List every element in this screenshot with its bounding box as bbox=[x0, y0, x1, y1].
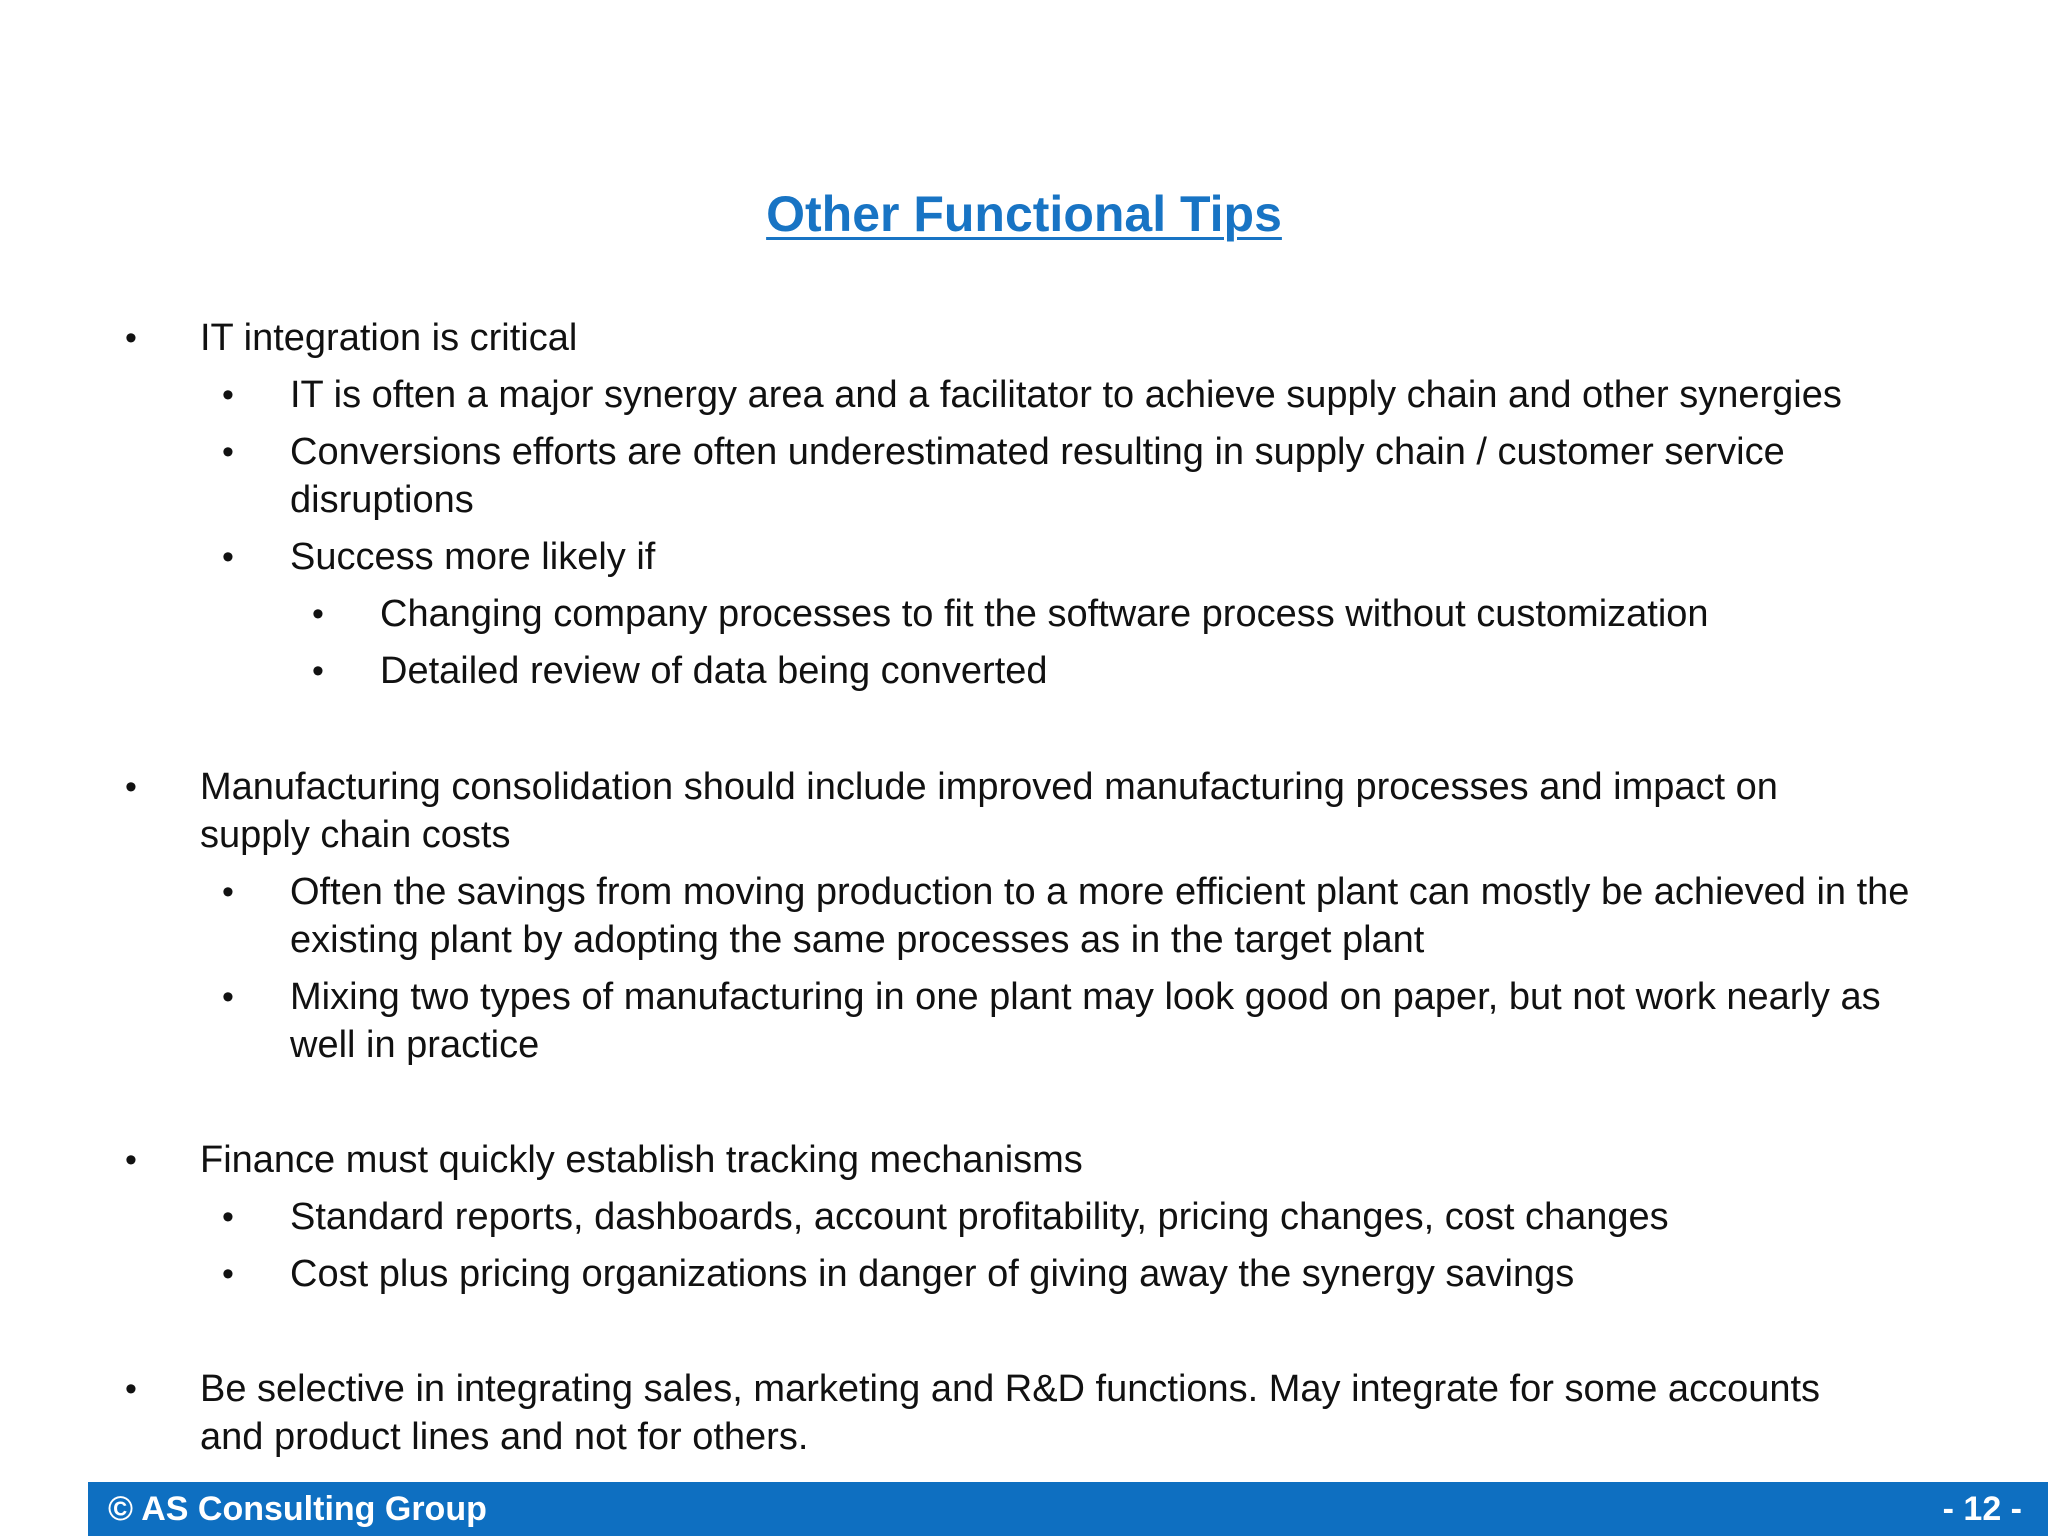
bullet-text: Success more likely if bbox=[290, 536, 656, 578]
bullet-icon: • bbox=[312, 652, 324, 690]
bullet-icon: • bbox=[125, 1370, 137, 1408]
page-number: - 12 - bbox=[1942, 1490, 2022, 1528]
sub-bullet-item bbox=[222, 868, 1930, 964]
bullet-text: IT is often a major synergy area and a facilitator to achieve supply chain and other synergies bbox=[290, 374, 1842, 416]
bullet-text: Finance must quickly establish tracking mechanisms bbox=[200, 1139, 1083, 1181]
bullet-text: Cost plus pricing organizations in danger of giving away the synergy savings bbox=[290, 1253, 1575, 1295]
bullet-icon: • bbox=[222, 433, 234, 471]
bullet-text: Manufacturing consolidation should include improved manufacturing processes and impact on supply chain costs bbox=[200, 766, 1778, 856]
bullet-icon: • bbox=[222, 538, 234, 576]
footer-bar bbox=[88, 1482, 2048, 1536]
bullet-icon: • bbox=[125, 768, 137, 806]
bullet-icon: • bbox=[222, 978, 234, 1016]
bullet-text: Mixing two types of manufacturing in one plant may look good on paper, but not work nearly as well in practice bbox=[290, 976, 1881, 1066]
sub-bullet-item bbox=[222, 1193, 1930, 1241]
bullet-item bbox=[125, 763, 1880, 859]
sub-bullet-item bbox=[222, 973, 1930, 1069]
bullet-icon: • bbox=[222, 376, 234, 414]
bullet-item bbox=[125, 1365, 1880, 1461]
sub-sub-bullet-item bbox=[312, 590, 1940, 638]
bullet-text: Often the savings from moving production to a more efficient plant can mostly be achieved in the existing plant by adopting the same processes as in the target plant bbox=[290, 871, 1910, 961]
bullet-text: Standard reports, dashboards, account profitability, pricing changes, cost changes bbox=[290, 1196, 1669, 1238]
sub-bullet-item bbox=[222, 428, 1930, 524]
bullet-item bbox=[125, 1136, 1880, 1184]
bullet-icon: • bbox=[312, 595, 324, 633]
sub-bullet-item bbox=[222, 1250, 1930, 1298]
sub-sub-bullet-item bbox=[312, 647, 1940, 695]
bullet-text: Detailed review of data being converted bbox=[380, 650, 1048, 692]
bullet-item bbox=[125, 314, 1880, 362]
sub-bullet-item bbox=[222, 533, 1930, 581]
footer-copyright: © AS Consulting Group bbox=[108, 1490, 487, 1528]
bullet-icon: • bbox=[222, 873, 234, 911]
page-title: Other Functional Tips bbox=[766, 186, 1282, 242]
bullet-icon: • bbox=[125, 1141, 137, 1179]
bullet-icon: • bbox=[222, 1255, 234, 1293]
bullet-text: Changing company processes to fit the software process without customization bbox=[380, 593, 1709, 635]
bullet-icon: • bbox=[125, 319, 137, 357]
bullet-text: IT integration is critical bbox=[200, 317, 578, 359]
bullet-text: Conversions efforts are often underestimated resulting in supply chain / customer service disruptions bbox=[290, 431, 1785, 521]
bullet-text: Be selective in integrating sales, marketing and R&D functions. May integrate for some accounts and product lines and not for others. bbox=[200, 1368, 1821, 1458]
sub-bullet-item bbox=[222, 371, 1930, 419]
bullet-icon: • bbox=[222, 1198, 234, 1236]
